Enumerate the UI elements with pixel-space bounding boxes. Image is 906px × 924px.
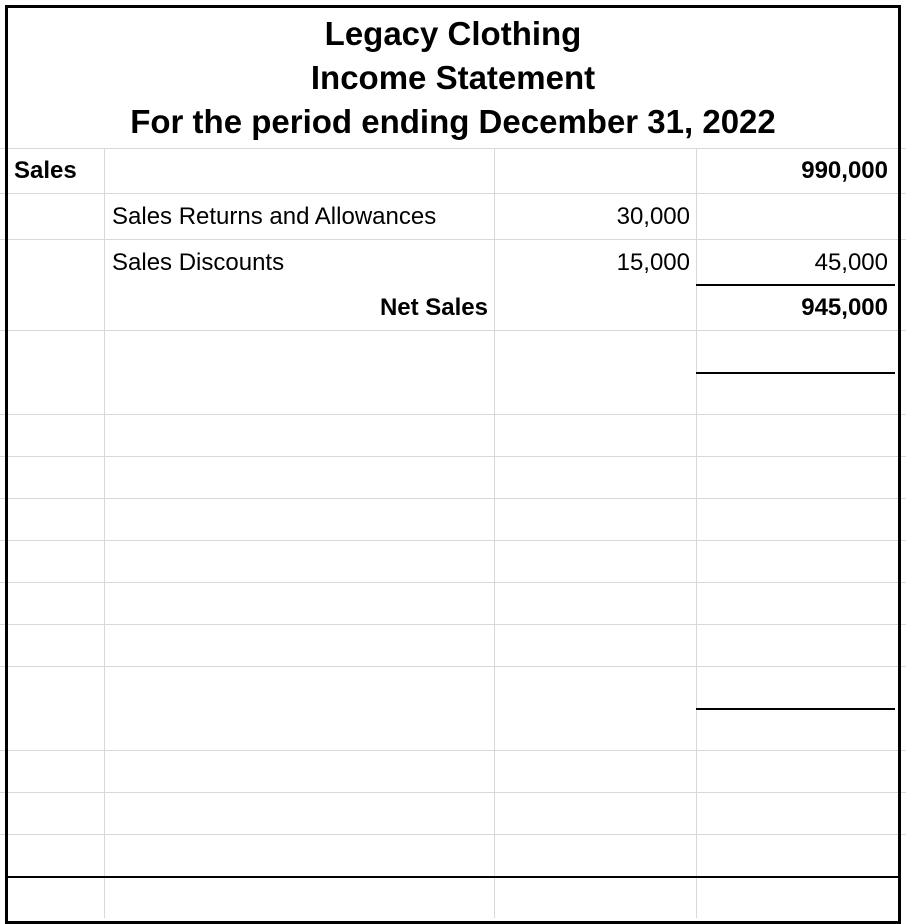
- discounts-total: 45,000: [814, 249, 888, 276]
- discounts-amount: 15,000: [616, 249, 690, 276]
- net-sales-total: 945,000: [801, 294, 888, 321]
- net-sales-label: Net Sales: [379, 294, 488, 321]
- total-rule: [696, 372, 895, 374]
- discounts-label: Sales Discounts: [112, 249, 285, 276]
- statement-period: For the period ending December 31, 2022: [130, 103, 776, 140]
- statement-title: Income Statement: [310, 59, 596, 96]
- bottom-row-rule: [5, 876, 898, 878]
- sales-total: 990,000: [801, 157, 888, 184]
- section-rule: [696, 708, 895, 710]
- company-name: Legacy Clothing: [324, 15, 582, 52]
- returns-amount: 30,000: [616, 203, 690, 230]
- returns-label: Sales Returns and Allowances: [112, 203, 437, 230]
- sales-label: Sales: [14, 157, 77, 184]
